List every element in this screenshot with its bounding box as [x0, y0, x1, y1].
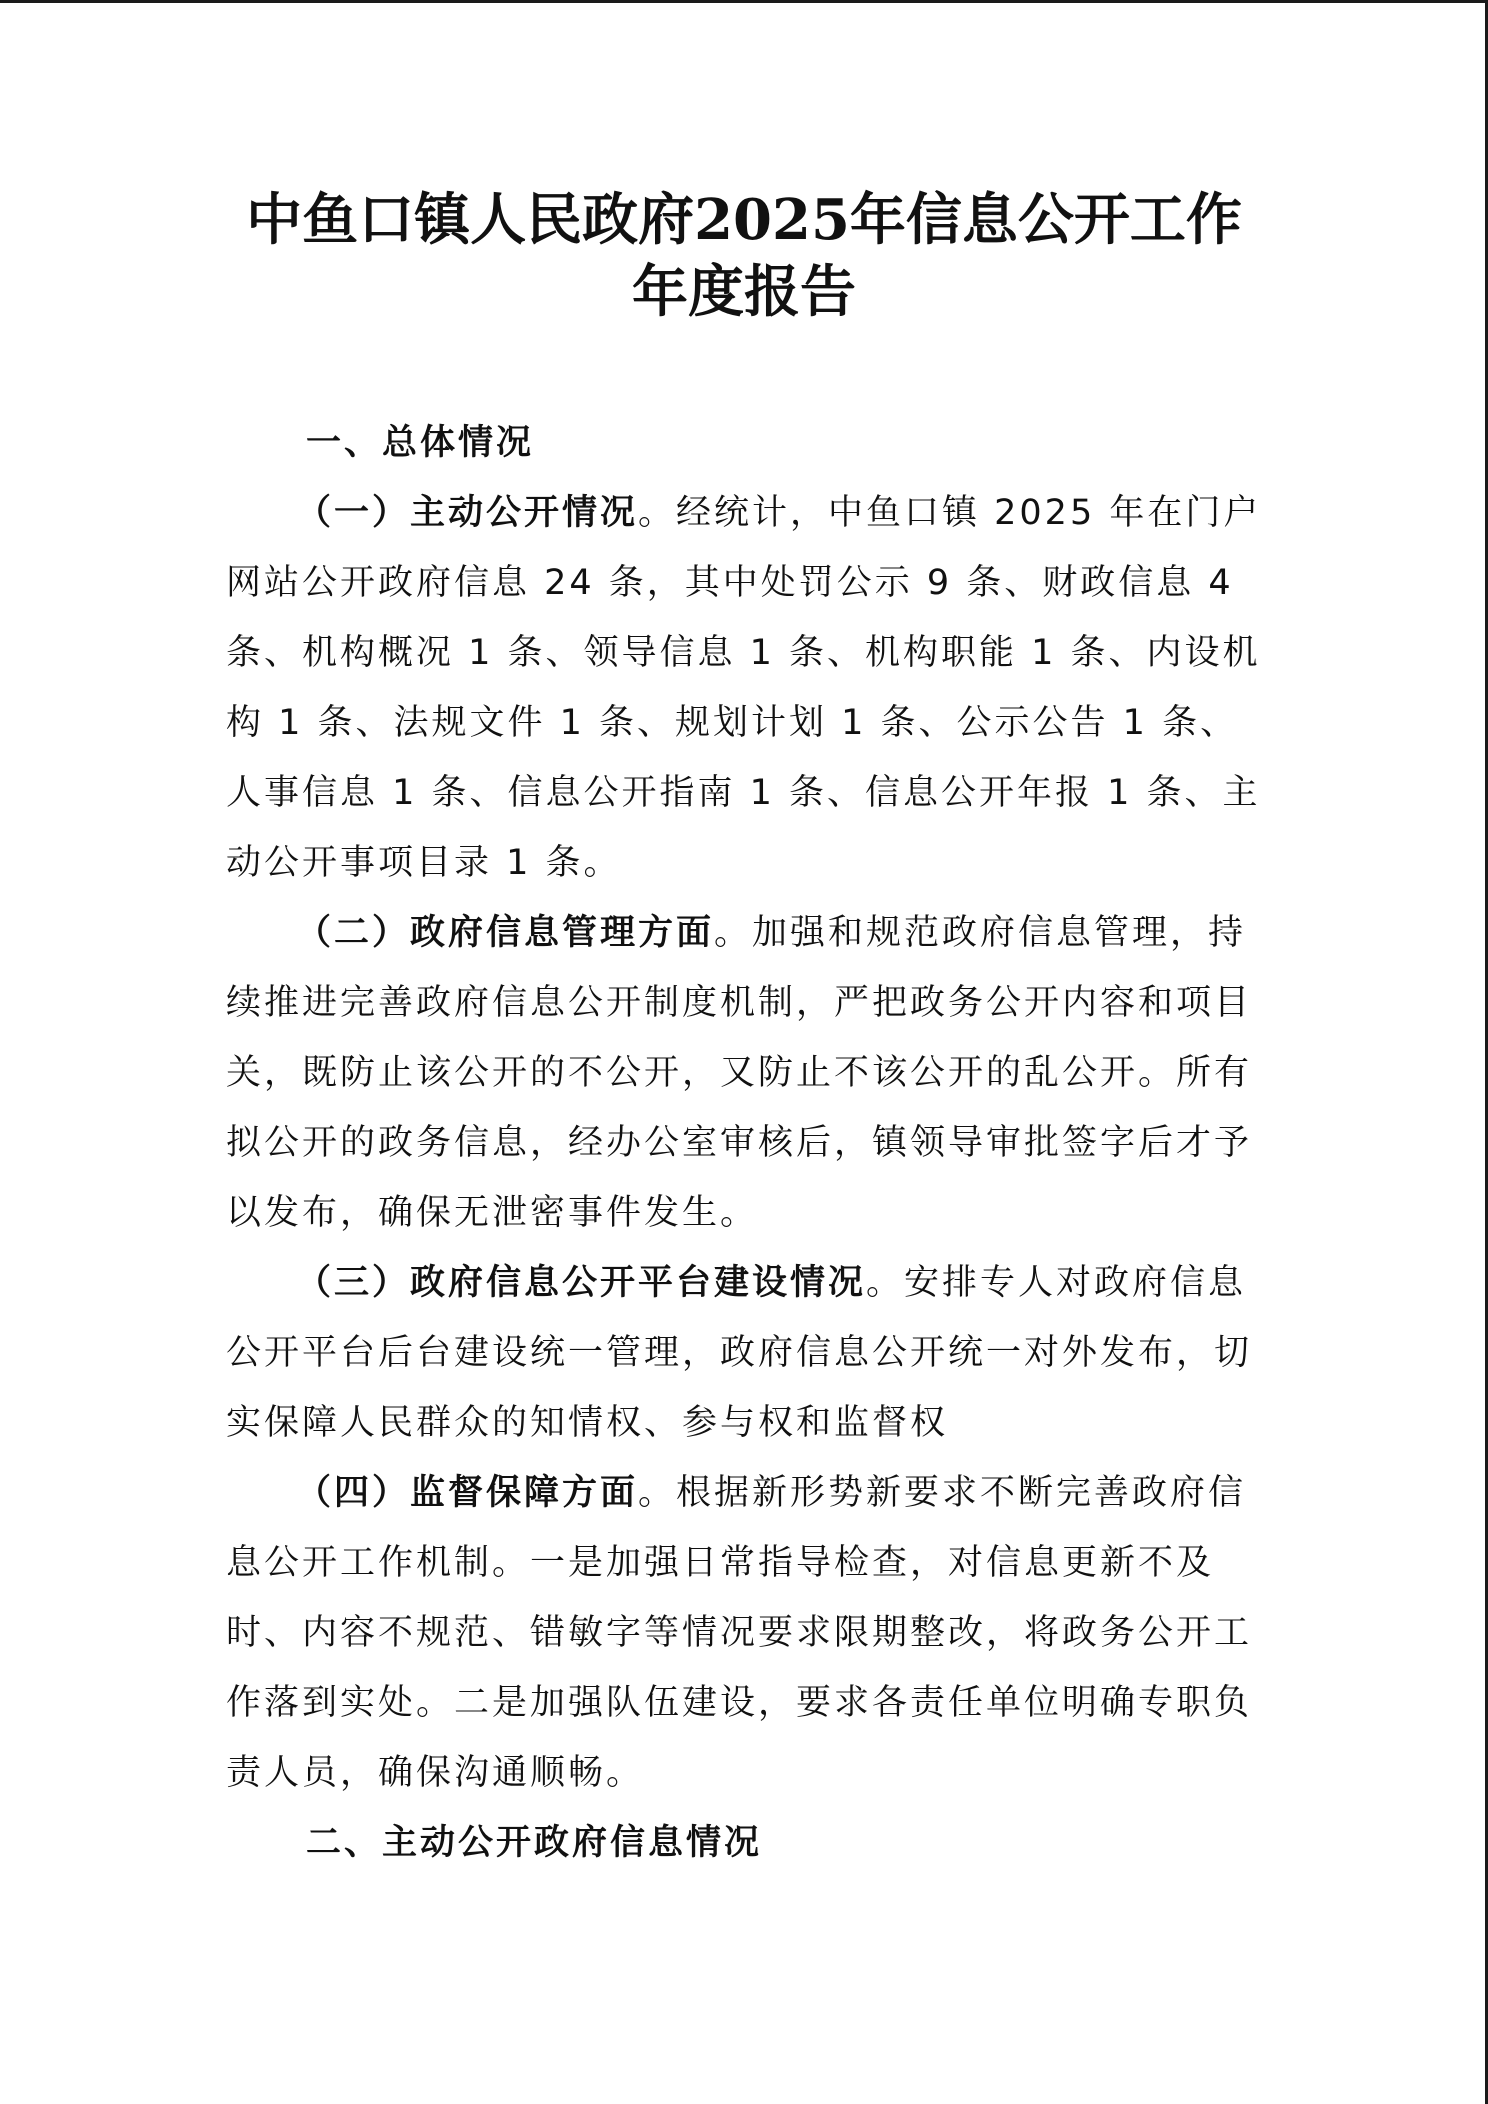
title-line-1: 中鱼口镇人民政府2025年信息公开工作	[246, 187, 1242, 253]
paragraph-proactive-disclosure	[226, 478, 1262, 898]
page-top-border	[0, 0, 1488, 3]
section-heading-proactive-info: 二、主动公开政府信息情况	[306, 1823, 763, 1863]
paragraph-lead: （二）政府信息管理方面	[296, 913, 715, 953]
document-title	[0, 184, 1488, 328]
section-heading-overview: 一、总体情况	[306, 423, 535, 463]
paragraph-lead: （四）监督保障方面	[296, 1473, 639, 1513]
title-line-2: 年度报告	[632, 259, 856, 325]
document-body	[226, 408, 1262, 1878]
paragraph-lead: （三）政府信息公开平台建设情况	[296, 1263, 867, 1303]
paragraph-text: 。加强和规范政府信息管理，持续推进完善政府信息公开制度机制，严把政务公开内容和项目关，既防止该公开的不公开，又防止不该公开的乱公开。所有拟公开的政务信息，经办公室审核后，镇领导审批签字后才予以发布，确保无泄密事件发生。	[226, 913, 1253, 1233]
paragraph-platform-construction	[226, 1248, 1262, 1458]
paragraph-text: 。经统计，中鱼口镇 2025 年在门户网站公开政府信息 24 条，其中处罚公示 9 条、财政信息 4 条、机构概况 1 条、领导信息 1 条、机构职能 1 条、内设机构 1 条、法规文件 1 条、规划计划 1 条、公示公告 1 条、人事信息 1 条、信息公开指南 1 条、信息公开年报 1 条、主动公开事项目录 1 条。	[226, 493, 1262, 883]
paragraph-text: 。安排专人对政府信息公开平台后台建设统一管理，政府信息公开统一对外发布，切实保障人民群众的知情权、参与权和监督权	[226, 1263, 1253, 1443]
paragraph-text: 。根据新形势新要求不断完善政府信息公开工作机制。一是加强日常指导检查，对信息更新不及时、内容不规范、错敏字等情况要求限期整改，将政务公开工作落到实处。二是加强队伍建设，要求各责任单位明确专职负责人员，确保沟通顺畅。	[226, 1473, 1253, 1793]
paragraph-information-management	[226, 898, 1262, 1248]
paragraph-supervision	[226, 1458, 1262, 1808]
paragraph-lead: （一）主动公开情况	[296, 493, 639, 533]
